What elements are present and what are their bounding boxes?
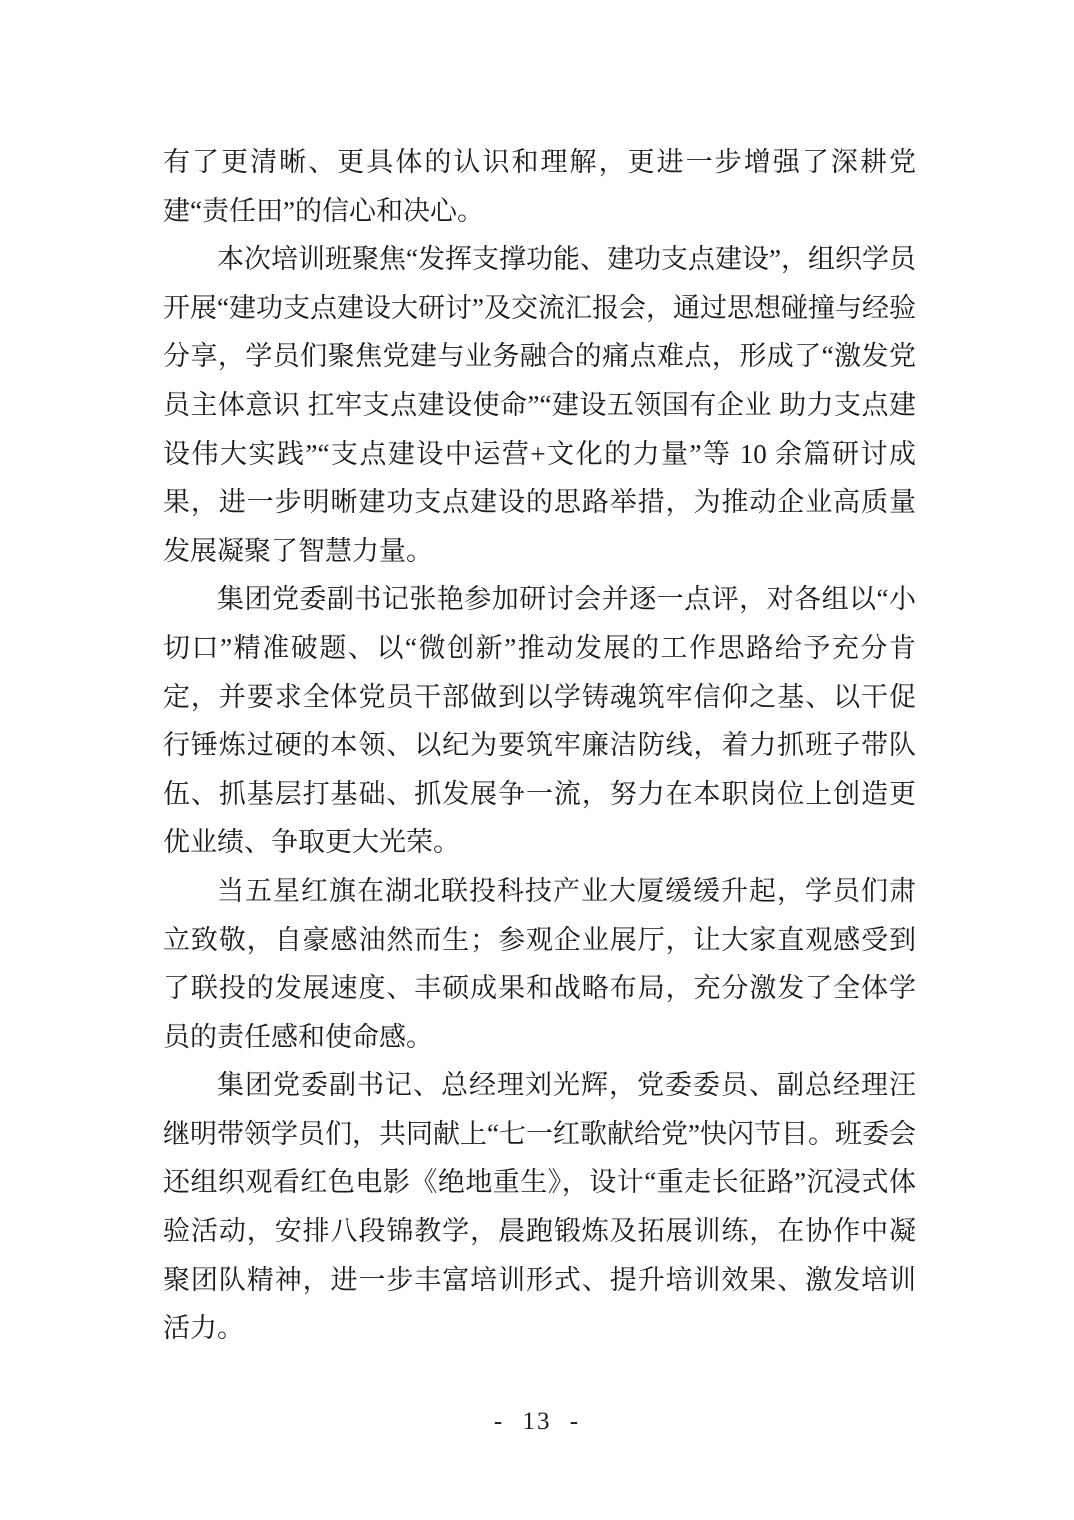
paragraph: 集团党委副书记张艳参加研讨会并逐一点评，对各组以“小切口”精准破题、以“微创新”推动发展的工作思路给予充分肯定，并要求全体党员干部做到以学铸魂筑牢信仰之基、以干促行锤炼过硬的本领、以纪为要筑牢廉洁防线，着力抓班子带队伍、抓基层打基础、抓发展争一流，努力在本职岗位上创造更优业绩、争取更大光荣。 [163,584,916,858]
document-body [163,138,916,1353]
page-number: - 13 - [493,1408,581,1435]
paragraph: 有了更清晰、更具体的认识和理解，更进一步增强了深耕党建“责任田”的信心和决心。 [163,147,916,226]
page-footer [0,1408,1074,1436]
paragraph: 集团党委副书记、总经理刘光辉，党委委员、副总经理汪继明带领学员们，共同献上“七一红歌献给党”快闪节目。班委会还组织观看红色电影《绝地重生》，设计“重走长征路”沉浸式体验活动，安排八段锦教学，晨跑锻炼及拓展训练，在协作中凝聚团队精神，进一步丰富培训形式、提升培训效果、激发培训活力。 [163,1070,916,1344]
paragraph: 本次培训班聚焦“发挥支撑功能、建功支点建设”，组织学员开展“建功支点建设大研讨”及交流汇报会，通过思想碰撞与经验分享，学员们聚焦党建与业务融合的痛点难点，形成了“激发党员主体意识 扛牢支点建设使命”“建设五领国有企业 助力支点建设伟大实践”“支点建设中运营+文化的力量”等 10 余篇研讨成果，进一步明晰建功支点建设的思路举措，为推动企业高质量发展凝聚了智慧力量。 [163,244,916,566]
paragraph: 当五星红旗在湖北联投科技产业大厦缓缓升起，学员们肃立致敬，自豪感油然而生；参观企业展厅，让大家直观感受到了联投的发展速度、丰硕成果和战略布局，充分激发了全体学员的责任感和使命感。 [163,875,916,1052]
